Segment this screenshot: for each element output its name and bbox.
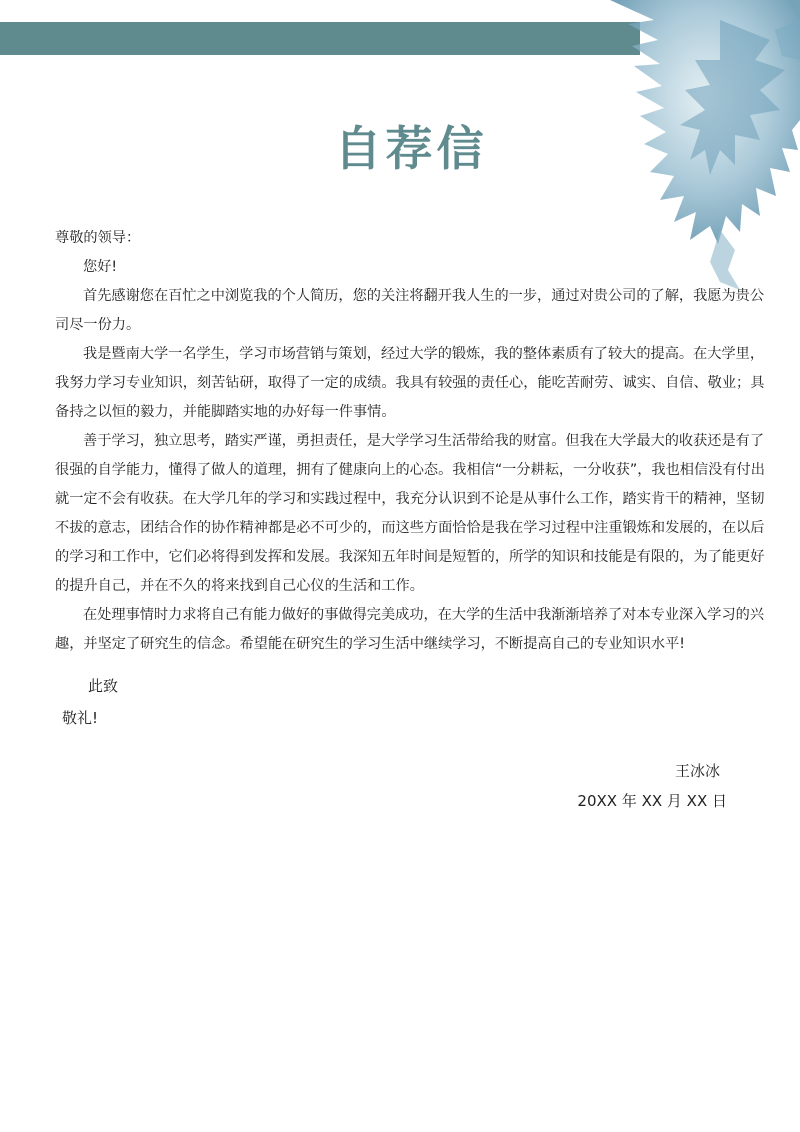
closing-line-1: 此致 [88,677,119,695]
header-accent-bar [0,22,640,55]
letter-date: 20XX 年 XX 月 XX 日 [577,792,727,810]
greeting: 您好! [83,259,118,275]
closing-line-2: 敬礼! [62,709,99,727]
signer-name: 王冰冰 [674,762,720,780]
page-title: 自荐信 [334,122,488,177]
paragraph: 我是暨南大学一名学生，学习市场营销与策划，经过大学的锻炼，我的整体素质有了较大的提高。在大学里，我努力学习专业知识，刻苦钻研，取得了一定的成绩。我具有较强的责任心，能吃苦耐劳、诚实、自信、敬业；具备持之以恒的毅力，并能脚踏实地的办好每一件事情。 [55,346,765,420]
paragraph: 首先感谢您在百忙之中浏览我的个人简历，您的关注将翻开我人生的一步，通过对贵公司的了解，我愿为贵公司尽一份力。 [55,288,765,333]
paragraph: 在处理事情时力求将自己有能力做好的事做得完美成功，在大学的生活中我渐渐培养了对本专业深入学习的兴趣，并坚定了研究生的信念。希望能在研究生的学习生活中继续学习，不断提高自己的专业知识水平! [55,607,765,652]
paragraph: 善于学习，独立思考，踏实严谨，勇担责任，是大学学习生活带给我的财富。但我在大学最大的收获还是有了很强的自学能力，懂得了做人的道理，拥有了健康向上的心态。我相信“一分耕耘，一分收获”，我也相信没有付出就一定不会有收获。在大学几年的学习和实践过程中，我充分认识到不论是从事什么工作，踏实肯干的精神，坚韧不拔的意志，团结合作的协作精神都是必不可少的，而这些方面恰恰是我在学习过程中注重锻炼和发展的，在以后的学习和工作中，它们必将得到发挥和发展。我深知五年时间是短暂的，所学的知识和技能是有限的，为了能更好的提升自己，并在不久的将来找到自己心仪的生活和工作。 [55,433,765,594]
salutation: 尊敬的领导： [55,230,141,246]
letter-body [55,224,765,659]
